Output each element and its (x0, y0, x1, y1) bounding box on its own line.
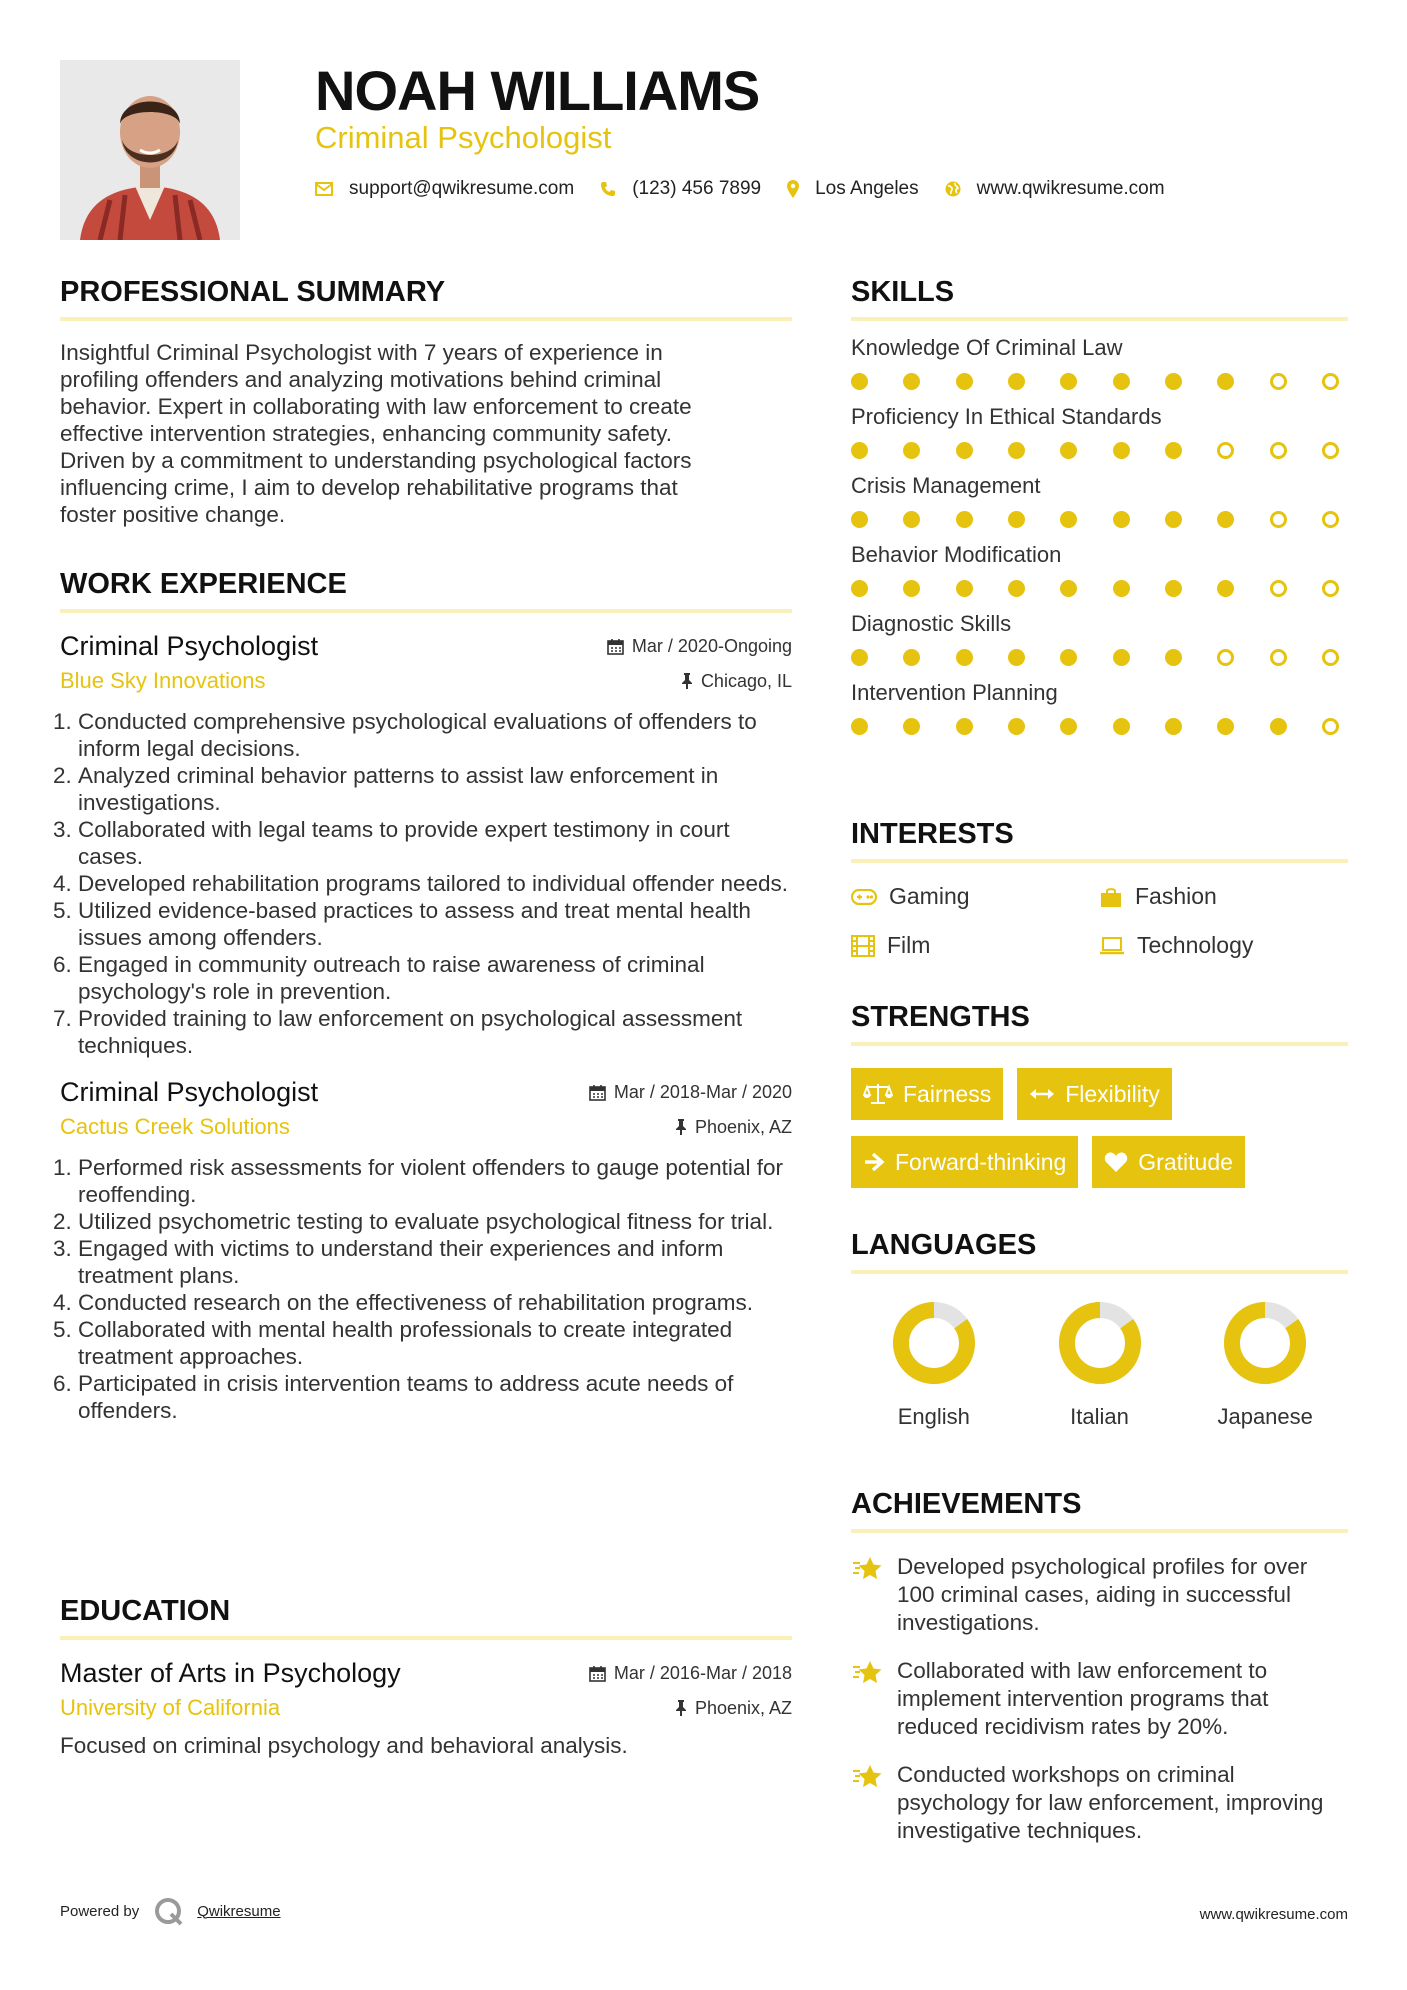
duty-item: 5. Collaborated with mental health professionals to create integrated treatment approaches. (78, 1316, 792, 1370)
strengths-section (851, 1001, 1348, 1204)
pushpin-icon (681, 673, 693, 689)
language-name: Japanese (1217, 1404, 1313, 1429)
interest-item (1099, 932, 1347, 959)
contact-phone[interactable] (600, 178, 761, 200)
strength-tag (1017, 1068, 1172, 1120)
skill-name: Behavior Modification (851, 542, 1062, 567)
education-section (60, 1595, 792, 1759)
person-portrait-icon (60, 60, 240, 240)
strength-tag (851, 1068, 1003, 1120)
map-marker-icon (787, 180, 799, 198)
duty-item: 3. Engaged with victims to understand their experiences and inform treatment plans. (78, 1235, 792, 1289)
strengths-heading: STRENGTHS (851, 1001, 1348, 1046)
summary-line: effective intervention strategies, enhancing community safety. (60, 421, 672, 446)
rating-dot-filled (1165, 511, 1182, 528)
rating-dot-filled (1113, 511, 1130, 528)
achievement-item (851, 1657, 1348, 1741)
company-name: Cactus Creek Solutions (60, 1114, 290, 1139)
rating-dot-empty (1217, 442, 1234, 459)
pushpin-icon (675, 1700, 687, 1716)
pushpin-icon (675, 1119, 687, 1135)
languages-section (851, 1229, 1348, 1430)
rating-dot-empty (1322, 649, 1339, 666)
rating-dot-filled (1060, 649, 1077, 666)
calendar-icon (589, 1084, 606, 1101)
rating-dot-empty (1322, 718, 1339, 735)
rating-dot-filled (956, 511, 973, 528)
education-date-text: Mar / 2016-Mar / 2018 (613, 1663, 792, 1683)
job-date-text: Mar / 2020-Ongoing (631, 636, 792, 656)
rating-dot-filled (851, 649, 868, 666)
rating-dot-empty (1322, 511, 1339, 528)
job-date (607, 636, 792, 657)
rating-dot-filled (903, 511, 920, 528)
interest-item (851, 932, 1099, 959)
interests-section (851, 818, 1348, 959)
rating-dot-filled (1165, 718, 1182, 735)
rating-dot-filled (1060, 373, 1077, 390)
duty-item: 6. Engaged in community outreach to raise awareness of criminal psychology's role in prevention. (78, 951, 792, 1005)
skill-name: Proficiency In Ethical Standards (851, 404, 1162, 429)
calendar-icon (589, 1665, 606, 1682)
laptop-icon (1099, 937, 1125, 955)
achievement-text: Developed psychological profiles for over 100 criminal cases, aiding in successful investigations. (897, 1554, 1308, 1635)
languages-heading: LANGUAGES (851, 1229, 1348, 1274)
skill-rating (851, 442, 1339, 459)
language-proficiency-ring (1222, 1300, 1308, 1386)
skill-item (851, 335, 1348, 390)
rating-dot-filled (903, 373, 920, 390)
education-location (675, 1698, 792, 1719)
rating-dot-filled (1060, 442, 1077, 459)
job-entry (60, 631, 792, 1059)
languages-list (851, 1300, 1348, 1430)
language-item (1182, 1300, 1348, 1430)
rating-dot-empty (1270, 580, 1287, 597)
contact-email-text: support@qwikresume.com (349, 178, 575, 199)
degree-title: Master of Arts in Psychology (60, 1658, 401, 1688)
rating-dot-filled (1113, 649, 1130, 666)
language-name: Italian (1070, 1404, 1129, 1429)
rating-dot-filled (1113, 373, 1130, 390)
job-location (681, 671, 792, 692)
education-location-text: Phoenix, AZ (694, 1697, 792, 1718)
rating-dot-empty (1270, 511, 1287, 528)
skills-heading: SKILLS (851, 276, 1348, 321)
gamepad-icon (851, 889, 877, 905)
summary-text (60, 339, 792, 528)
summary-heading: PROFESSIONAL SUMMARY (60, 276, 792, 321)
rating-dot-filled (1008, 649, 1025, 666)
skill-rating (851, 718, 1339, 735)
contact-phone-text: (123) 456 7899 (632, 178, 762, 199)
candidate-name: NOAH WILLIAMS (315, 59, 760, 122)
qwikresume-logo-icon (153, 1896, 187, 1926)
job-date-text: Mar / 2018-Mar / 2020 (613, 1082, 792, 1102)
duty-item: 7. Provided training to law enforcement on psychological assessment techniques. (78, 1005, 792, 1059)
skill-rating (851, 511, 1339, 528)
rating-dot-empty (1322, 580, 1339, 597)
duty-item: 6. Participated in crisis intervention teams to address acute needs of offenders. (78, 1370, 792, 1424)
summary-section (60, 276, 792, 528)
summary-line: influencing crime, I aim to develop rehabilitative programs that (60, 475, 678, 500)
rating-dot-filled (851, 373, 868, 390)
strength-label: Flexibility (1065, 1080, 1160, 1107)
achievement-item (851, 1553, 1348, 1637)
rating-dot-filled (903, 649, 920, 666)
language-item (851, 1300, 1017, 1430)
skill-name: Intervention Planning (851, 680, 1058, 705)
skill-item (851, 473, 1348, 528)
rating-dot-empty (1270, 373, 1287, 390)
rating-dot-filled (1165, 442, 1182, 459)
duty-item: 2. Utilized psychometric testing to evaluate psychological fitness for trial. (78, 1208, 792, 1235)
rating-dot-filled (1217, 373, 1234, 390)
achievements-heading: ACHIEVEMENTS (851, 1488, 1348, 1533)
skill-rating (851, 580, 1339, 597)
rating-dot-filled (956, 373, 973, 390)
job-location (675, 1117, 792, 1138)
rating-dot-filled (1217, 580, 1234, 597)
strength-label: Fairness (903, 1080, 992, 1107)
rating-dot-empty (1270, 649, 1287, 666)
interest-label: Fashion (1135, 883, 1217, 909)
skill-name: Knowledge Of Criminal Law (851, 335, 1123, 360)
candidate-title: Criminal Psychologist (315, 120, 612, 155)
rating-dot-filled (1113, 718, 1130, 735)
strength-tag (851, 1136, 1078, 1188)
interest-label: Gaming (889, 883, 970, 909)
interest-label: Film (887, 932, 931, 958)
skill-item (851, 404, 1348, 459)
job-date (589, 1082, 792, 1103)
envelope-icon (315, 182, 333, 196)
rating-dot-filled (1008, 580, 1025, 597)
rating-dot-filled (851, 718, 868, 735)
summary-line: profiling offenders and analyzing motivations behind criminal (60, 367, 662, 392)
profile-photo (60, 60, 240, 240)
rating-dot-filled (1008, 718, 1025, 735)
duty-item: 1. Conducted comprehensive psychological evaluations of offenders to inform legal decisions. (78, 708, 792, 762)
skill-name: Diagnostic Skills (851, 611, 1012, 636)
achievement-item (851, 1761, 1348, 1845)
skill-item (851, 611, 1348, 666)
rating-dot-empty (1270, 442, 1287, 459)
rating-dot-filled (956, 718, 973, 735)
rating-dot-empty (1322, 442, 1339, 459)
summary-line: Driven by a commitment to understanding psychological factors (60, 448, 692, 473)
shopping-bag-icon (1099, 886, 1123, 908)
rating-dot-filled (956, 649, 973, 666)
rating-dot-filled (903, 580, 920, 597)
contact-website-text: www.qwikresume.com (976, 178, 1165, 199)
rating-dot-filled (1113, 442, 1130, 459)
education-heading: EDUCATION (60, 1595, 792, 1640)
achievement-text: Collaborated with law enforcement to implement intervention programs that reduced recidivism rates by 20%. (897, 1658, 1269, 1739)
rating-dot-filled (1217, 511, 1234, 528)
duty-list (60, 1154, 792, 1424)
job-entry (60, 1077, 792, 1424)
calendar-icon (607, 638, 624, 655)
footer-powered-by (60, 1896, 281, 1926)
arrows-horizontal-icon (1029, 1087, 1055, 1101)
qwikresume-link[interactable]: Qwikresume (197, 1902, 281, 1920)
interest-item (1099, 883, 1347, 910)
star-icon (851, 1659, 883, 1687)
company-name: Blue Sky Innovations (60, 668, 266, 693)
star-icon (851, 1555, 883, 1583)
arrow-right-icon (863, 1152, 885, 1172)
summary-line: Insightful Criminal Psychologist with 7 years of experience in (60, 340, 663, 365)
interest-label: Technology (1137, 932, 1254, 958)
phone-icon (600, 181, 616, 197)
rating-dot-filled (903, 718, 920, 735)
language-proficiency-ring (1057, 1300, 1143, 1386)
strength-label: Gratitude (1138, 1148, 1233, 1175)
duty-item: 1. Performed risk assessments for violent offenders to gauge potential for reoffending. (78, 1154, 792, 1208)
rating-dot-filled (851, 511, 868, 528)
globe-icon (945, 181, 961, 197)
duty-item: 2. Analyzed criminal behavior patterns to assist law enforcement in investigations. (78, 762, 792, 816)
skills-section (851, 276, 1348, 735)
star-icon (851, 1763, 883, 1791)
rating-dot-filled (1270, 718, 1287, 735)
rating-dot-filled (1165, 649, 1182, 666)
contact-location (787, 178, 919, 200)
skill-rating (851, 373, 1339, 390)
rating-dot-filled (851, 580, 868, 597)
duty-item: 4. Developed rehabilitation programs tailored to individual offender needs. (78, 870, 792, 897)
interest-item (851, 883, 1099, 910)
experience-heading: WORK EXPERIENCE (60, 568, 792, 613)
rating-dot-filled (1008, 442, 1025, 459)
contact-website[interactable] (945, 178, 1165, 200)
skill-item (851, 542, 1348, 597)
rating-dot-filled (1060, 580, 1077, 597)
language-proficiency-ring (891, 1300, 977, 1386)
rating-dot-filled (1060, 718, 1077, 735)
rating-dot-filled (1217, 718, 1234, 735)
language-item (1017, 1300, 1183, 1430)
duty-item: 5. Utilized evidence-based practices to assess and treat mental health issues among offenders. (78, 897, 792, 951)
footer-website[interactable]: www.qwikresume.com (1199, 1906, 1348, 1923)
contact-location-text: Los Angeles (815, 178, 919, 199)
job-title: Criminal Psychologist (60, 1077, 319, 1107)
skill-rating (851, 649, 1339, 666)
strength-tag (1092, 1136, 1245, 1188)
rating-dot-empty (1322, 373, 1339, 390)
language-name: English (897, 1404, 970, 1429)
film-icon (851, 935, 875, 957)
heart-icon (1104, 1151, 1128, 1173)
skill-name: Crisis Management (851, 473, 1041, 498)
contact-bar (315, 178, 1191, 200)
job-location-text: Chicago, IL (700, 670, 792, 691)
strength-tags (851, 1068, 1351, 1204)
rating-dot-filled (956, 442, 973, 459)
education-description: Focused on criminal psychology and behavioral analysis. (60, 1733, 628, 1758)
school-name: University of California (60, 1695, 281, 1720)
duty-item: 4. Conducted research on the effectiveness of rehabilitation programs. (78, 1289, 792, 1316)
strength-label: Forward-thinking (895, 1148, 1067, 1175)
rating-dot-filled (1165, 580, 1182, 597)
interests-heading: INTERESTS (851, 818, 1348, 863)
rating-dot-filled (956, 580, 973, 597)
duty-list (60, 708, 792, 1059)
education-date (589, 1663, 792, 1684)
skills-list (851, 335, 1348, 735)
rating-dot-filled (1165, 373, 1182, 390)
rating-dot-filled (1008, 373, 1025, 390)
contact-email[interactable] (315, 178, 574, 200)
job-location-text: Phoenix, AZ (694, 1116, 792, 1137)
achievement-text: Conducted workshops on criminal psychology for law enforcement, improving investigative techniques. (897, 1762, 1324, 1843)
duty-item: 3. Collaborated with legal teams to provide expert testimony in court cases. (78, 816, 792, 870)
rating-dot-empty (1217, 649, 1234, 666)
rating-dot-filled (1008, 511, 1025, 528)
achievements-section (851, 1488, 1348, 1845)
rating-dot-filled (1113, 580, 1130, 597)
skill-item (851, 680, 1348, 735)
balance-scale-icon (863, 1083, 893, 1105)
summary-line: foster positive change. (60, 502, 286, 527)
job-title: Criminal Psychologist (60, 631, 319, 661)
powered-by-label: Powered by (60, 1902, 140, 1920)
summary-line: behavior. Expert in collaborating with law enforcement to create (60, 394, 692, 419)
rating-dot-filled (851, 442, 868, 459)
experience-section (60, 568, 792, 1424)
rating-dot-filled (903, 442, 920, 459)
rating-dot-filled (1060, 511, 1077, 528)
interests-grid (851, 883, 1348, 959)
